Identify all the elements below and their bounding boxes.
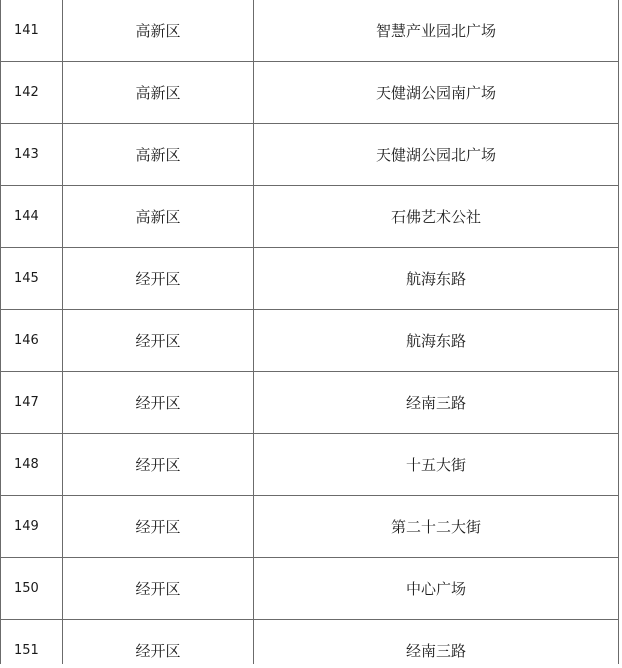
location-cell: 航海东路: [254, 310, 619, 372]
location-cell: 十五大街: [254, 434, 619, 496]
table-row: [1, 186, 619, 248]
row-number: 143: [1, 124, 63, 186]
district-cell: 高新区: [63, 0, 254, 62]
table-row: [1, 0, 619, 62]
location-cell: 天健湖公园北广场: [254, 124, 619, 186]
page-bottom-edge: [0, 664, 622, 668]
row-number: 150: [1, 558, 63, 620]
table-row: [1, 310, 619, 372]
table-row: [1, 620, 619, 668]
location-cell: 经南三路: [254, 620, 619, 668]
location-cell: 中心广场: [254, 558, 619, 620]
district-cell: 经开区: [63, 372, 254, 434]
table-row: [1, 558, 619, 620]
district-cell: 高新区: [63, 124, 254, 186]
row-number: 146: [1, 310, 63, 372]
district-cell: 经开区: [63, 496, 254, 558]
row-number: 151: [1, 620, 63, 668]
location-cell: 经南三路: [254, 372, 619, 434]
district-cell: 经开区: [63, 558, 254, 620]
district-cell: 经开区: [63, 434, 254, 496]
district-cell: 经开区: [63, 620, 254, 668]
location-cell: 第二十二大街: [254, 496, 619, 558]
district-cell: 经开区: [63, 310, 254, 372]
row-number: 149: [1, 496, 63, 558]
table-row: [1, 372, 619, 434]
table-row: [1, 62, 619, 124]
table-row: [1, 124, 619, 186]
location-cell: 石佛艺术公社: [254, 186, 619, 248]
row-number: 145: [1, 248, 63, 310]
table-row: [1, 248, 619, 310]
location-cell: 智慧产业园北广场: [254, 0, 619, 62]
row-number: 141: [1, 0, 63, 62]
table-row: [1, 496, 619, 558]
district-cell: 经开区: [63, 248, 254, 310]
district-cell: 高新区: [63, 62, 254, 124]
row-number: 144: [1, 186, 63, 248]
district-cell: 高新区: [63, 186, 254, 248]
location-cell: 天健湖公园南广场: [254, 62, 619, 124]
table-row: [1, 434, 619, 496]
row-number: 148: [1, 434, 63, 496]
location-cell: 航海东路: [254, 248, 619, 310]
row-number: 142: [1, 62, 63, 124]
row-number: 147: [1, 372, 63, 434]
